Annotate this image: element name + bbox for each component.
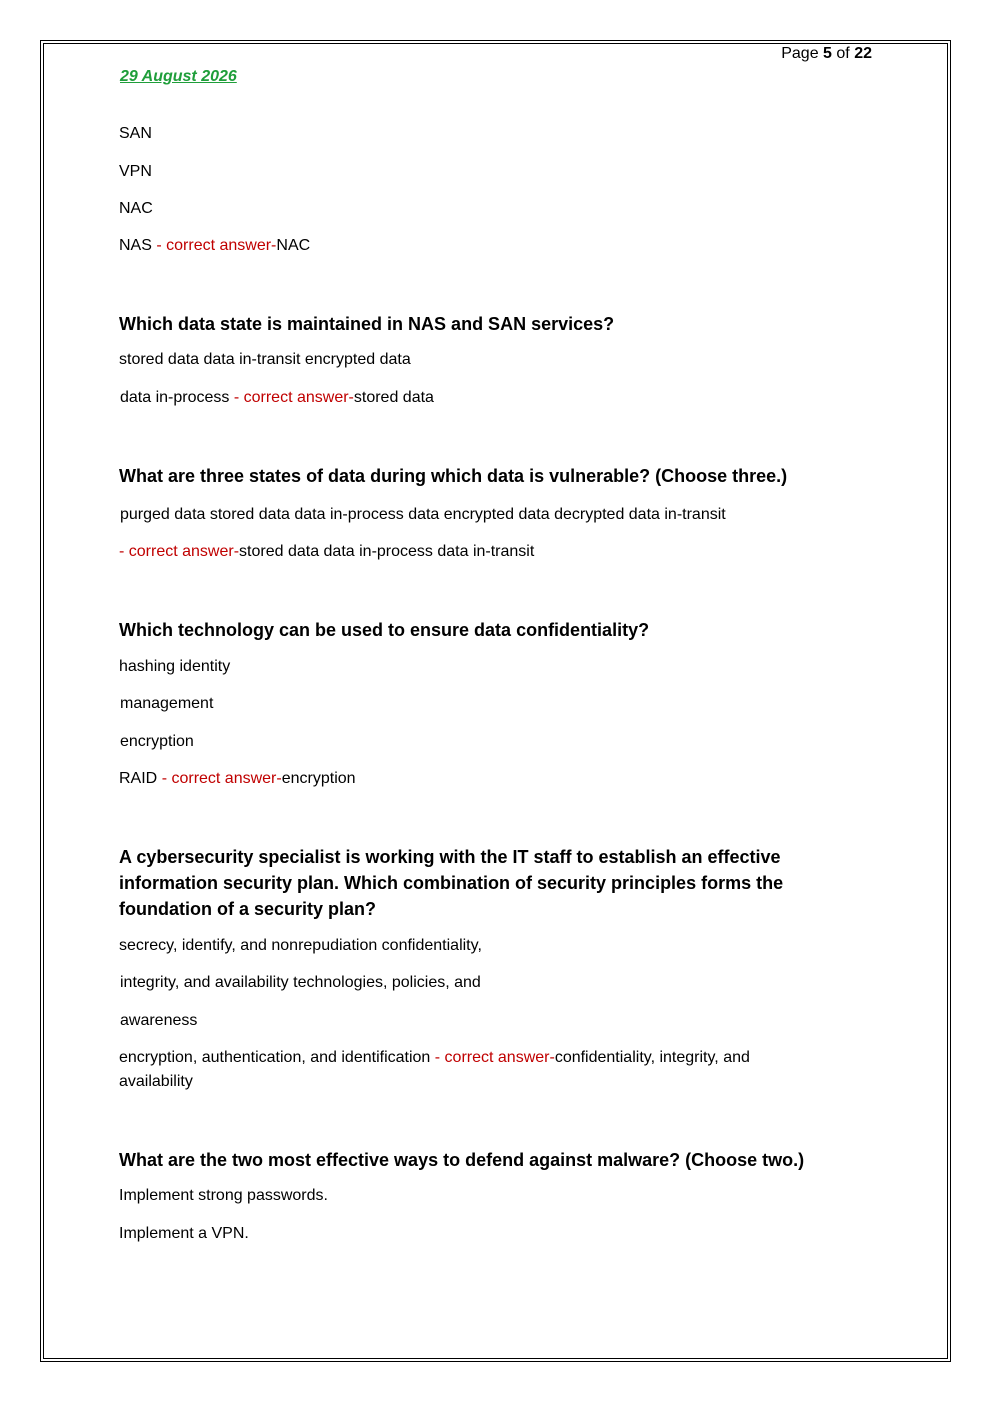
page-label: Page: [781, 45, 819, 62]
option-text: encryption: [120, 733, 194, 750]
option-text: VPN: [119, 163, 152, 180]
option-text: stored data data in-transit encrypted data: [119, 351, 411, 368]
question-heading: Which technology can be used to ensure data confidentiality?: [119, 620, 650, 640]
option-text: encryption, authentication, and identification: [119, 1049, 431, 1066]
correct-answer-text: stored data data in-process data in-transit: [239, 543, 535, 560]
answer-line: [119, 1046, 819, 1094]
correct-answer-marker: - correct answer-: [434, 1049, 555, 1066]
correct-answer-text: NAC: [276, 237, 311, 254]
option-text: NAS: [119, 237, 152, 254]
document-date: 29 August 2026: [120, 68, 237, 85]
question-heading: What are the two most effective ways to defend against malware? (Choose two.): [119, 1150, 805, 1170]
page-total: 22: [854, 45, 872, 62]
answer-line: [119, 234, 879, 258]
question-heading: Which data state is maintained in NAS and SAN services?: [119, 314, 615, 334]
answer-line: [119, 767, 879, 791]
correct-answer-marker: - correct answer-: [119, 543, 240, 560]
correct-answer-text: stored data: [353, 389, 434, 406]
option-text: management: [120, 695, 214, 712]
correct-answer-text: encryption: [281, 770, 356, 787]
page-of: of: [836, 45, 850, 62]
correct-answer-marker: - correct answer-: [233, 389, 354, 406]
option-text: hashing identity: [119, 658, 231, 675]
correct-answer-text: confidentiality, integrity, and availability: [119, 1049, 750, 1090]
answer-line: [120, 386, 880, 410]
page-current: 5: [823, 45, 832, 62]
option-text: RAID: [119, 770, 158, 787]
option-text: Implement strong passwords.: [119, 1187, 328, 1204]
option-text: SAN: [119, 125, 152, 142]
option-text: NAC: [119, 200, 153, 217]
question-heading: A cybersecurity specialist is working with the IT staff to establish an effective information security plan. Which combination of security principles forms the foundation of a security plan?: [119, 847, 784, 919]
option-text: integrity, and availability technologies, policies, and: [120, 974, 481, 991]
page-number: [781, 44, 872, 64]
question-heading: What are three states of data during which data is vulnerable? (Choose three.): [119, 466, 788, 486]
option-text: data in-process: [120, 389, 230, 406]
answer-line: [119, 540, 879, 564]
option-text: Implement a VPN.: [119, 1225, 249, 1242]
option-text: awareness: [120, 1012, 198, 1029]
option-text: purged data stored data data in-process data encrypted data decrypted data in-transit: [120, 506, 726, 523]
correct-answer-marker: - correct answer-: [156, 237, 277, 254]
option-text: secrecy, identify, and nonrepudiation confidentiality,: [119, 937, 482, 954]
correct-answer-marker: - correct answer-: [161, 770, 282, 787]
